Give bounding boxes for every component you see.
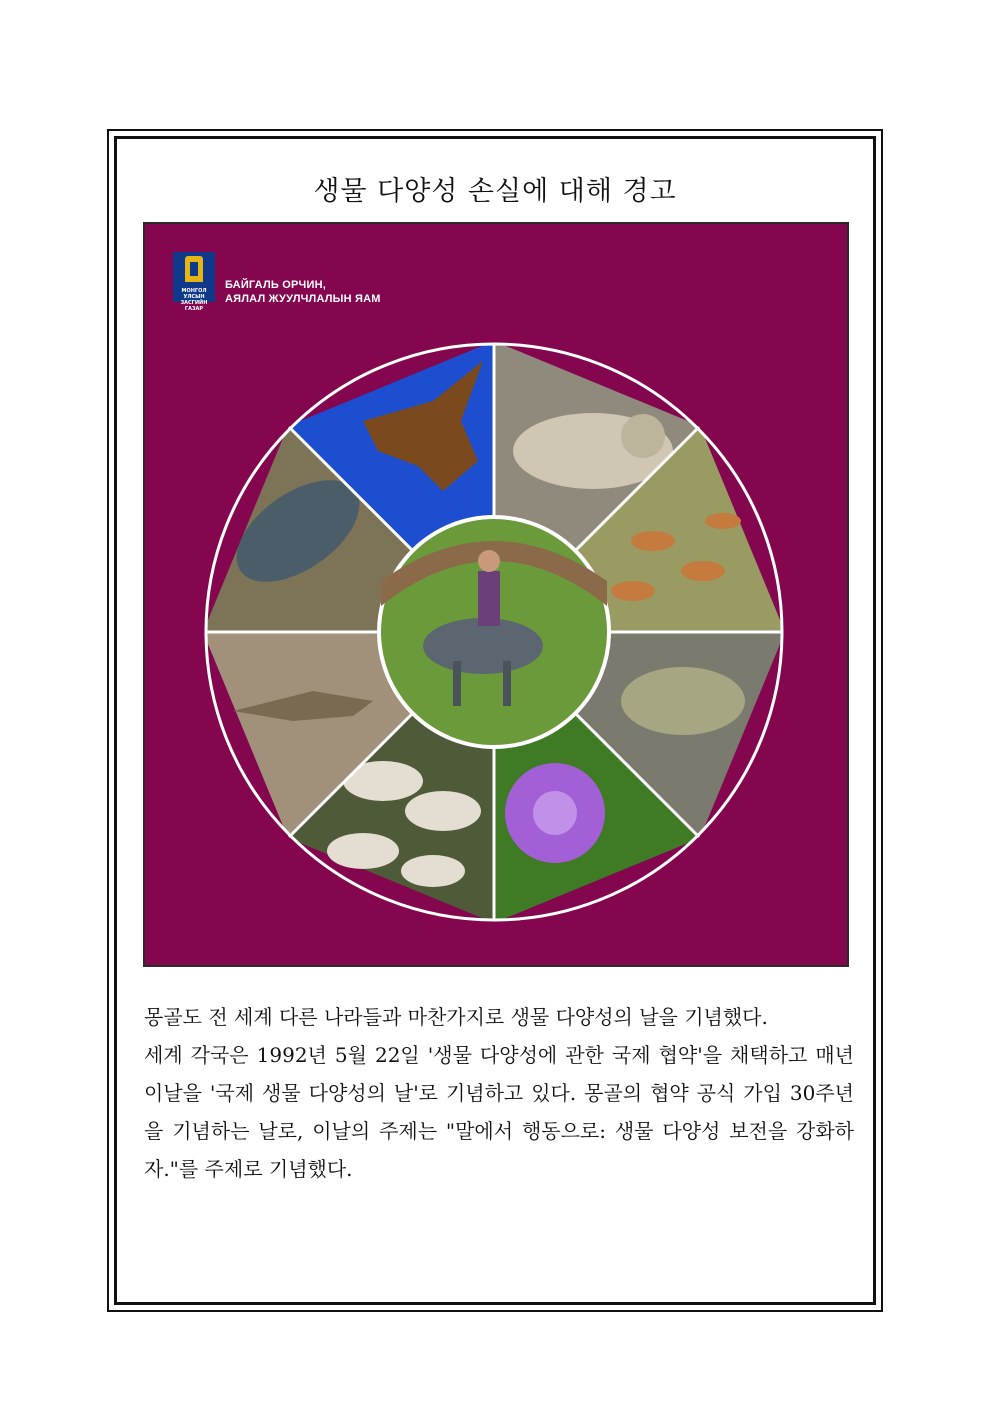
ministry-line-1: БАЙГАЛЬ ОРЧИН, [225,279,326,291]
paragraph-2: 세계 각국은 1992년 5월 22일 '생물 다양성에 관한 국제 협약'을 채택하고 매년 이날을 '국제 생물 다양성의 날'로 기념하고 있다. 몽골의 협약 공식 가입 30주년을 기념하는 날로, 이날의 주제는 "말에서 행동으로: 생물 다양성 보전을 강화하자."를 주제로 기념했다. [144,1043,854,1181]
article-body [144,998,854,1188]
species-wheel [203,341,785,923]
paragraph-1: 몽골도 전 세계 다른 나라들과 마찬가지로 생물 다양성의 날을 기념했다. [144,1005,768,1029]
government-emblem-icon [173,252,215,312]
logo-text: МОНГОЛ УЛСЫН ЗАСГИЙН ГАЗАР [180,288,208,312]
ministry-line-2: АЯЛАЛ ЖУУЛЧЛАЛЫН ЯАМ [225,293,381,305]
document-title: 생물 다양성 손실에 대해 경고 [313,176,677,207]
toad-icon [621,667,745,735]
biodiversity-poster [143,222,849,967]
ministry-name [225,278,381,306]
